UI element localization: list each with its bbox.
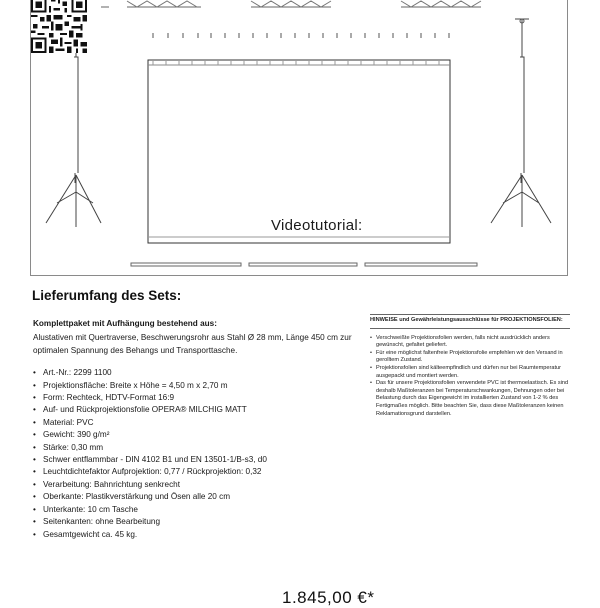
spec-item: • Seitenkanten: ohne Bearbeitung	[33, 516, 363, 528]
spec-item: • Unterkante: 10 cm Tasche	[33, 504, 363, 516]
spec-list	[33, 367, 363, 541]
hook-row	[153, 33, 449, 38]
spec-item: • Oberkante: Plastikverstärkung und Ösen alle 20 cm	[33, 491, 363, 503]
spec-item: • Art.-Nr.: 2299 1100	[33, 367, 363, 379]
spec-item: • Projektionsfläche: Breite x Höhe = 4,50 m x 2,70 m	[33, 380, 363, 392]
price: 1.845,00 €*	[282, 588, 375, 607]
truss-pieces	[75, 1, 481, 7]
product-illustration	[30, 0, 568, 276]
note-item: • Projektionsfolien sind kälteempfindlich und dürfen nur bei Raumtemperatur ausgepackt und montiert werden.	[370, 365, 570, 380]
spec-item: • Leuchtdichtefaktor Aufprojektion: 0,77 / Rückprojektion: 0,32	[33, 466, 363, 478]
notes-list	[370, 335, 570, 419]
note-item: • Das für unsere Projektionsfolien verwendete PVC ist thermoelastisch. Es sind deshalb Maßtoleranzen bei Temperaturschwankungen, Dehnungen oder bei Belastung durch das Eigengewicht im installierten Zustand von 1-2 % des Fertigmaßes möglich. Bitte beachten Sie, dass diese Maßtoleranzen keinen Reklamationsgrund darstellen.	[370, 380, 570, 418]
note-item: • Für eine möglichst faltenfreie Projektionsfolie empfehlen wir den Versand in gerolltem Zustand.	[370, 350, 570, 365]
package-description: Alustativen mit Quertraverse, Beschwerungsrohr aus Stahl Ø 28 mm, Länge 450 cm zur optimalen Spannung des Behangs und Transporttasche.	[33, 333, 352, 355]
spec-item: • Gesamtgewicht ca. 45 kg.	[33, 529, 363, 541]
note-item: • Verschweißte Projektionsfolien werden, falls nicht ausdrücklich anders gewünscht, gefaltet geliefert.	[370, 335, 570, 350]
spec-item: • Schwer entflammbar - DIN 4102 B1 und EN 13501-1/B-s3, d0	[33, 454, 363, 466]
spec-item: • Auf- und Rückprojektionsfolie OPERA® MILCHIG MATT	[33, 404, 363, 416]
warranty-notes	[370, 314, 570, 418]
spec-item: • Stärke: 0,30 mm	[33, 442, 363, 454]
package-subtitle: Komplettpaket mit Aufhängung bestehend aus:	[33, 319, 217, 328]
projection-screen	[148, 60, 450, 243]
right-stand	[491, 19, 551, 227]
spec-item: • Verarbeitung: Bahnrichtung senkrecht	[33, 479, 363, 491]
screen-set-drawing	[31, 0, 568, 276]
spec-item: • Material: PVC	[33, 417, 363, 429]
weighting-pipes	[131, 263, 477, 266]
delivery-scope	[33, 318, 363, 541]
spec-item: • Form: Rechteck, HDTV-Format 16:9	[33, 392, 363, 404]
video-tutorial-label: Videotutorial:	[271, 217, 363, 234]
qr-code-icon[interactable]	[31, 0, 87, 53]
spec-item: • Gewicht: 390 g/m²	[33, 429, 363, 441]
section-title: Lieferumfang des Sets:	[32, 288, 182, 303]
notes-title: HINWEISE und Gewährleistungsausschlüsse für PROJEKTIONSFOLIEN:	[370, 317, 570, 329]
